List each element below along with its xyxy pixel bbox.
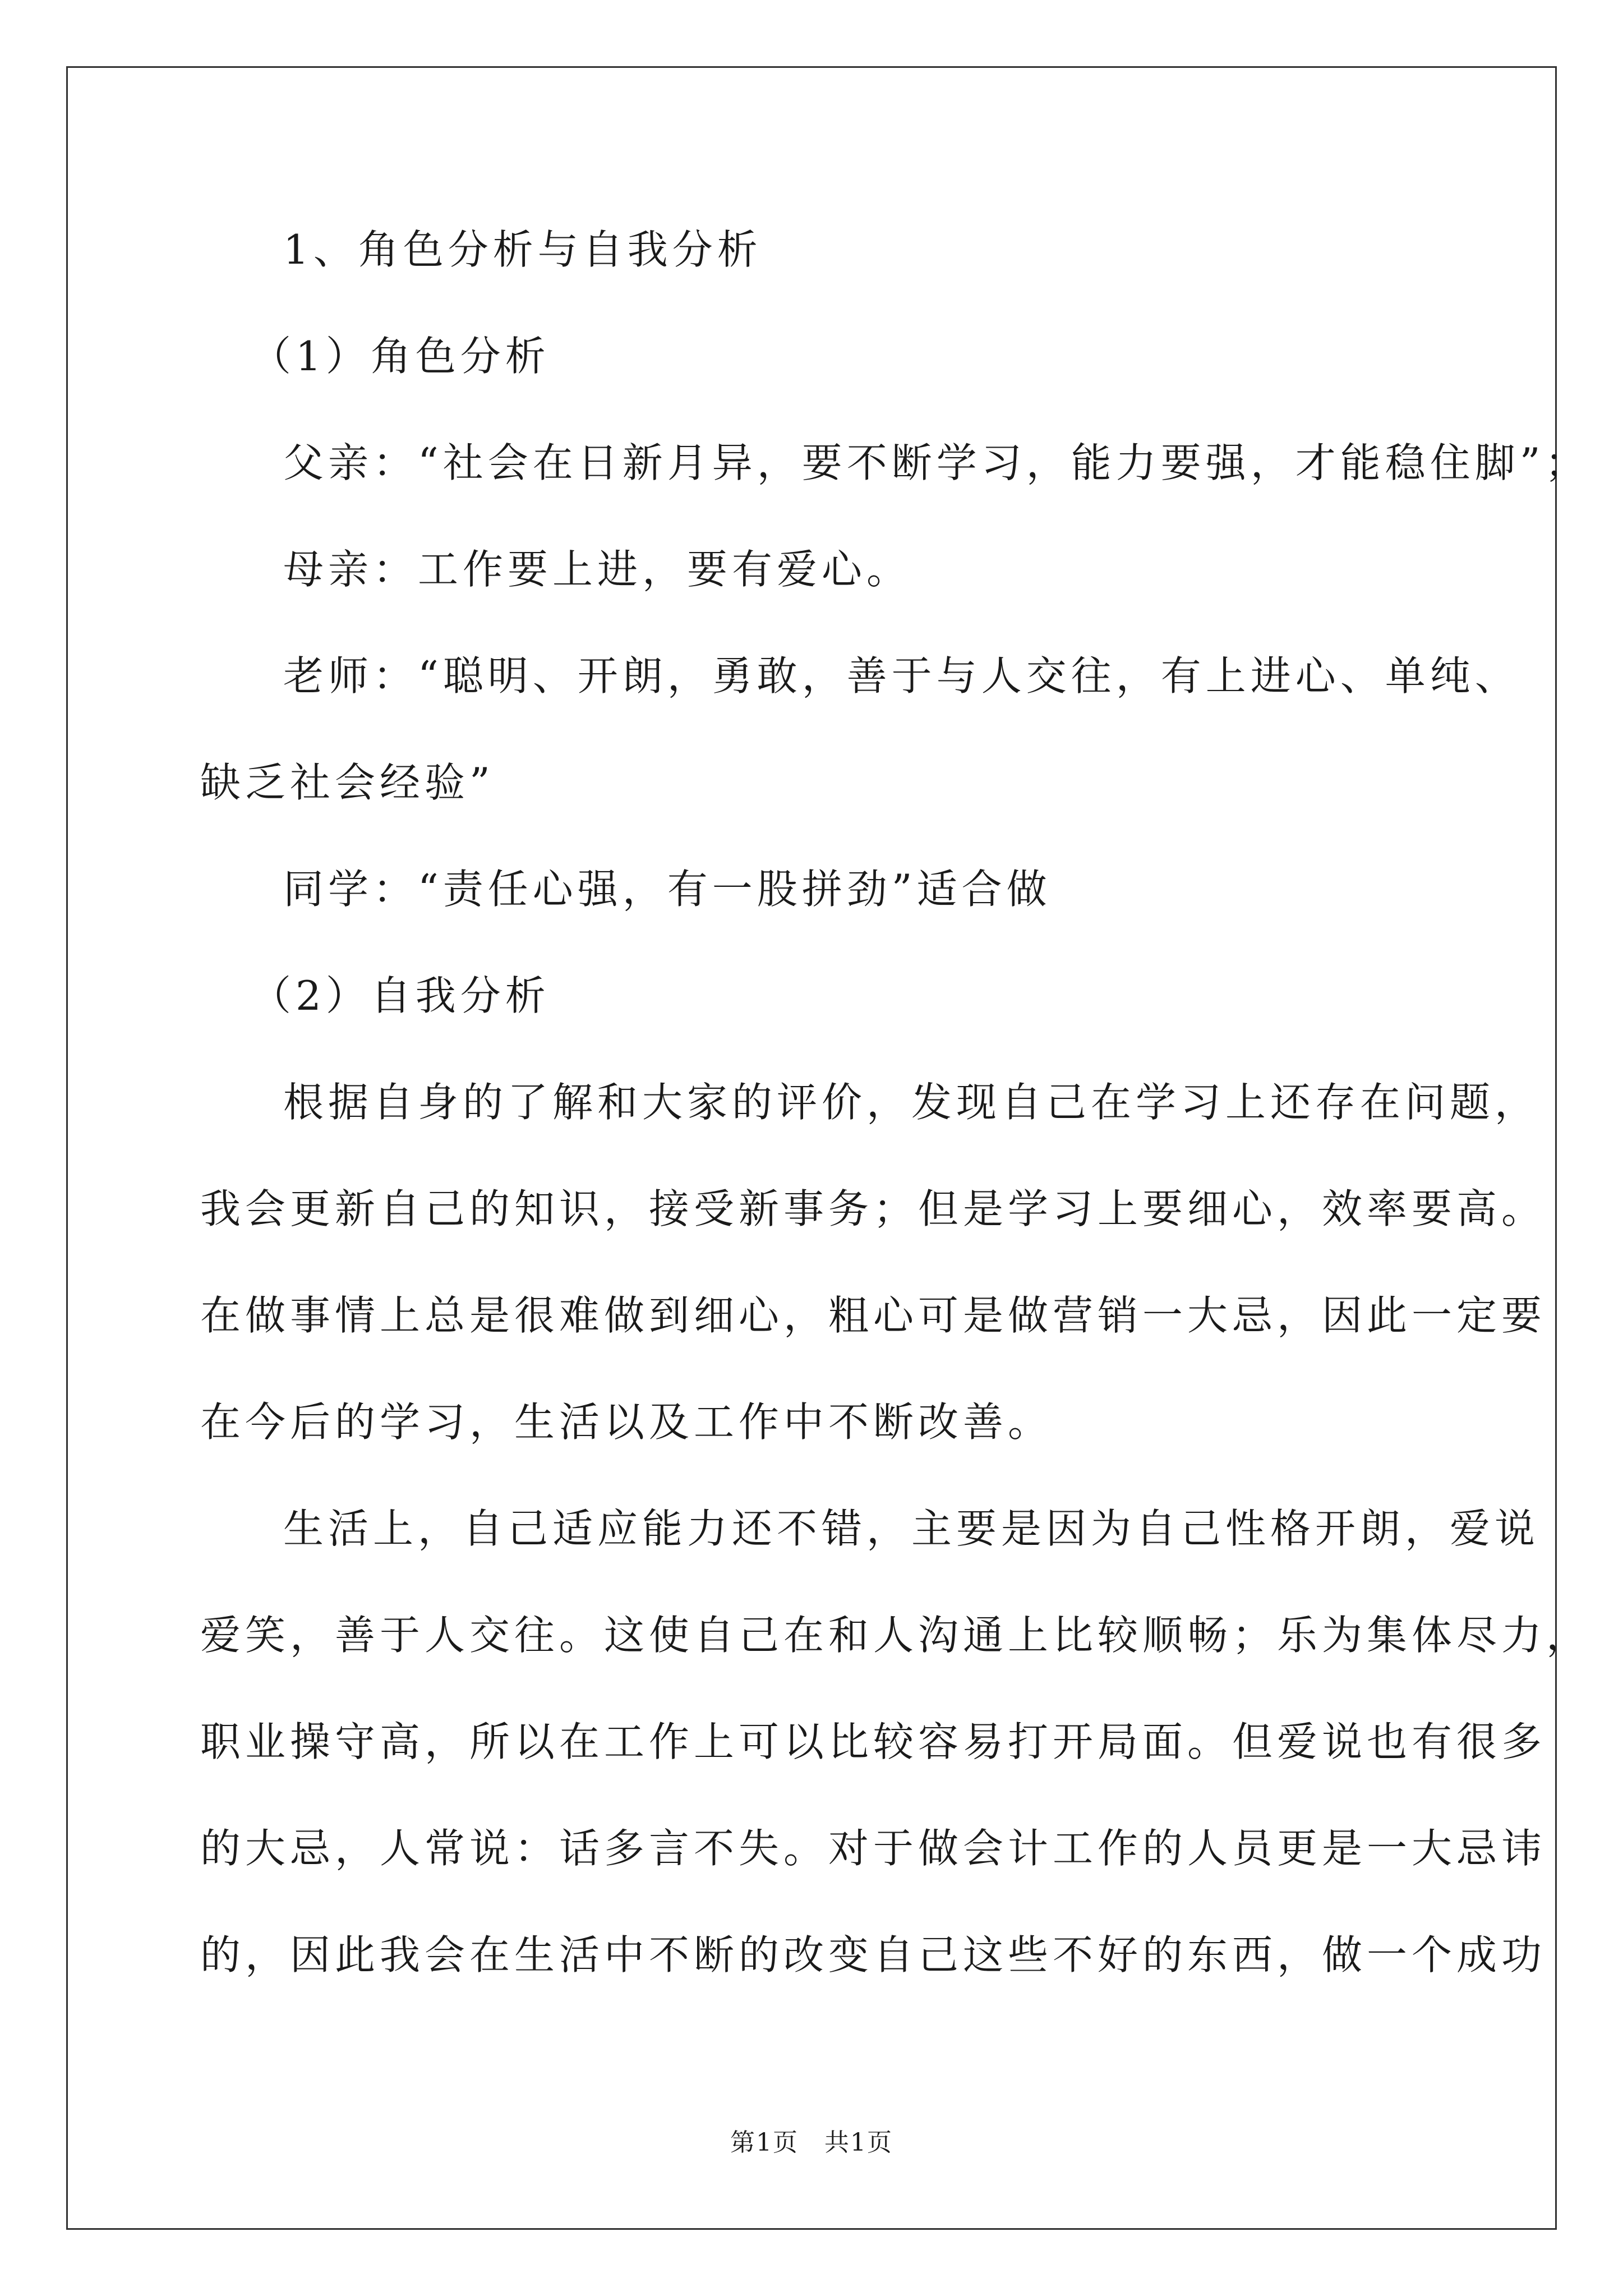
paragraph-classmate: 同学：“责任心强，有一股拼劲”适合做 [283,866,1052,913]
subsection-title-role-analysis: （1）角色分析 [251,333,550,380]
paragraph-line: 在今后的学习，生活以及工作中不断改善。 [200,1398,1053,1446]
paragraph-line: 根据自身的了解和大家的评价，发现自己在学习上还存在问题， [283,1079,1540,1126]
paragraph-mother: 母亲：工作要上进，要有爱心。 [283,546,912,593]
paragraph-teacher-line: 老师：“聪明、开朗，勇敢，善于与人交往，有上进心、单纯、 [283,652,1520,700]
page-border [66,66,1557,2230]
subsection-title-self-analysis: （2）自我分析 [251,972,550,1019]
paragraph-teacher-line: 缺乏社会经验” [200,759,495,806]
paragraph-line: 我会更新自己的知识，接受新事务；但是学习上要细心，效率要高。 [200,1185,1547,1232]
section-heading: 1、角色分析与自我分析 [283,226,762,273]
paragraph-line: 的，因此我会在生活中不断的改变自己这些不好的东西，做一个成功 [200,1931,1547,1978]
paragraph-line: 职业操守高，所以在工作上可以比较容易打开局面。但爱说也有很多 [200,1718,1547,1765]
paragraph-father: 父亲：“社会在日新月异，要不断学习，能力要强，才能稳住脚”； [283,439,1590,486]
paragraph-line: 在做事情上总是很难做到细心，粗心可是做营销一大忌，因此一定要 [200,1292,1547,1339]
paragraph-line: 爱笑，善于人交往。这使自己在和人沟通上比较顺畅；乐为集体尽力， [200,1612,1592,1659]
page-footer: 第1页 共1页 [730,2128,893,2157]
paragraph-line: 生活上，自己适应能力还不错，主要是因为自己性格开朗，爱说 [283,1505,1540,1552]
paragraph-line: 的大忌，人常说：话多言不失。对于做会计工作的人员更是一大忌讳 [200,1825,1547,1872]
